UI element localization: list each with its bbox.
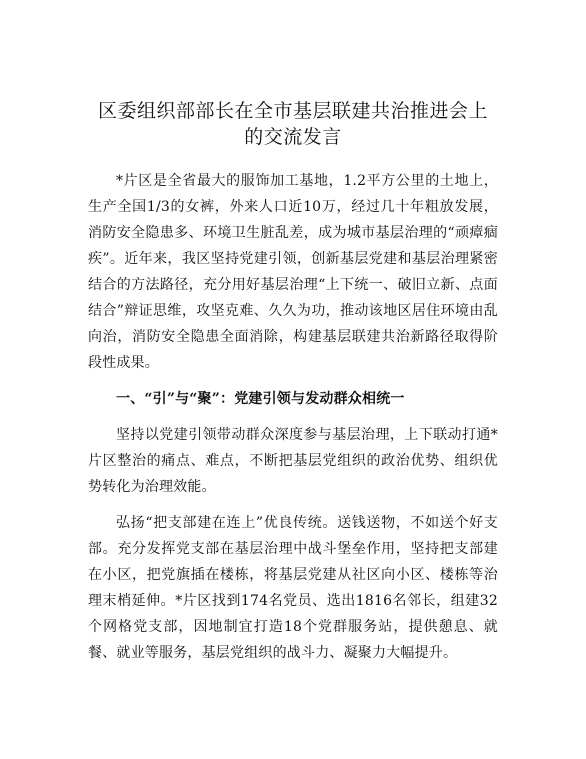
section-heading-1: 一、“引”与“聚”：党建引领与发动群众相统一 — [116, 391, 405, 407]
paragraph-subsection-1: 弘扬“把支部建在连上”优良传统。送钱送物，不如送个好支部。充分发挥党支部在基层治理中战斗堡垒作用，坚持把支部建在小区，把党旗插在楼栋，将基层党建从社区向小区、楼栋等治理末梢延伸。*片区找到174名党员、选出1816名邻长，组建32个网格党支部，因地制宜打造18个党群服务站，提供憩息、就餐、就业等服务，基层党组织的战斗力、凝聚力大幅提升。 — [88, 515, 498, 661]
paragraph-section-1: 坚持以党建引领带动群众深度参与基层治理，上下联动打通*片区整治的痛点、难点，不断把基层党组织的政治优势、组织优势转化为治理效能。 — [88, 427, 498, 495]
document-title — [88, 98, 498, 150]
paragraph-intro: *片区是全省最大的服饰加工基地，1.2平方公里的土地上，生产全国1/3的女裤，外来人口近10万，经过几十年粗放发展，消防安全隐患多、环境卫生脏乱差，成为城市基层治理的“顽瘴痼疾”。近年来，我区坚持党建引领，创新基层党建和基层治理紧密结合的方法路径，充分用好基层治理“上下统一、破旧立新、点面结合”辩证思维，攻坚克难、久久为功，推动该地区居住环境由乱向治，消防安全隐患全面消除，构建基层联建共治新路径取得阶段性成果。 — [88, 173, 498, 371]
title-line-2: 的交流发言 — [244, 126, 342, 148]
title-line-1: 区委组织部部长在全市基层联建共治推进会上 — [97, 100, 488, 122]
